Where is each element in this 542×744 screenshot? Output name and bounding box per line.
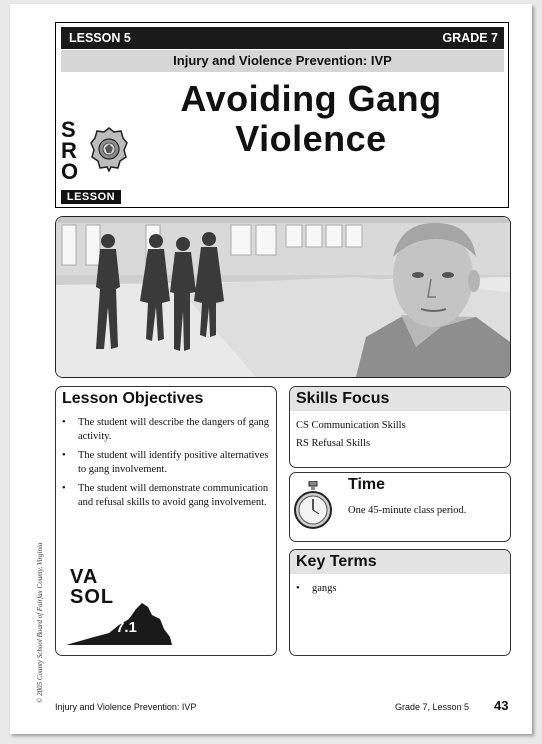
lesson-number: LESSON 5 (69, 31, 131, 45)
sro-letter-r: R (61, 138, 77, 163)
key-terms-box (289, 549, 511, 656)
key-terms-heading: Key Terms (296, 553, 377, 570)
list-item: • gangs (290, 582, 510, 596)
list-item: • The student will demonstrate communication and refusal skills to avoid gang involvement. (56, 482, 276, 510)
time-box (289, 472, 511, 542)
copyright-notice: © 2005 County School Board of Fairfax County, Virginia (36, 542, 44, 703)
key-terms-list (290, 582, 510, 596)
unit-title: Injury and Violence Prevention: IVP (61, 50, 504, 72)
va-sol-line-2: SOL (70, 586, 115, 608)
skill-item: CS Communication Skills (296, 420, 406, 431)
sro-logo-letters (61, 119, 78, 182)
lesson-objectives-box (55, 386, 277, 656)
lesson-objectives-heading: Lesson Objectives (62, 390, 204, 407)
stopwatch-icon (294, 481, 332, 531)
grade-label: GRADE 7 (442, 31, 498, 45)
time-text: One 45-minute class period. (348, 505, 467, 516)
lesson-illustration (55, 216, 511, 378)
sro-lesson-label: LESSON (61, 190, 121, 204)
time-heading: Time (348, 476, 386, 493)
page-title (116, 79, 506, 159)
page (10, 4, 532, 734)
list-item: • The student will describe the dangers of gang activity. (56, 416, 276, 444)
list-item: • The student will identify positive alternatives to gang involvement. (56, 449, 276, 477)
page-number: 43 (494, 698, 509, 713)
gang-scene-image (56, 217, 510, 377)
sro-letter-o: O (61, 159, 79, 184)
skills-focus-heading: Skills Focus (296, 390, 390, 407)
key-terms-header (290, 550, 510, 574)
objectives-list (56, 416, 276, 510)
skills-focus-box (289, 386, 511, 468)
skills-focus-header (290, 387, 510, 411)
va-sol-line-1: VA (70, 566, 99, 588)
lesson-bar (61, 27, 504, 49)
title-box (55, 22, 509, 208)
footer-left: Injury and Violence Prevention: IVP (55, 702, 197, 712)
page-title-line-2: Violence (235, 118, 387, 159)
sro-letter-s: S (61, 117, 76, 142)
sol-number: 7.1 (116, 619, 137, 636)
footer-right: Grade 7, Lesson 5 (395, 702, 470, 712)
page-title-line-1: Avoiding Gang (180, 78, 442, 119)
va-sol-logo (64, 567, 174, 647)
skill-item: RS Refusal Skills (296, 438, 371, 449)
